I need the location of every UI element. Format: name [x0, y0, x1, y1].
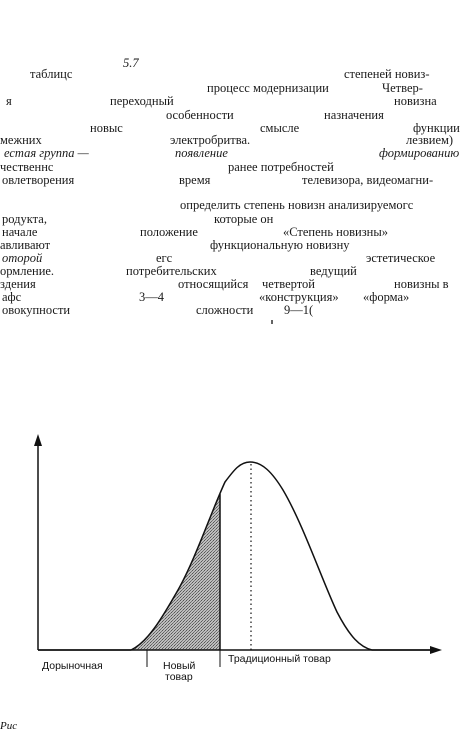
text-fragment: назначения	[324, 108, 384, 122]
text-fragment: ведущий	[310, 264, 357, 278]
text-fragment: электробритва.	[170, 133, 251, 147]
text-fragment: процесс модернизации	[207, 81, 329, 95]
text-fragment: переходный	[110, 94, 174, 108]
text-fragment: афс	[2, 290, 22, 304]
text-fragment: 3—4	[139, 290, 164, 304]
figure-caption: Рис	[0, 720, 18, 732]
text-fragment: родукта,	[2, 212, 47, 226]
text-fragment: особенности	[166, 108, 234, 122]
text-fragment: относящийся	[178, 277, 249, 291]
text-fragment: межних	[0, 133, 42, 147]
text-fragment: смысле	[260, 121, 300, 135]
text-fragment: положение	[140, 225, 198, 239]
text-fragment: появление	[175, 146, 228, 160]
text-fragment: определить степень новизн анализируемогс	[180, 198, 414, 212]
label-new-product-line1: Новый	[163, 660, 196, 672]
text-fragment: функции	[413, 121, 460, 135]
text-fragment: «Степень новизны»	[283, 225, 388, 239]
text-fragment: эстетическое	[366, 251, 436, 265]
text-fragment: телевизора, видеомагни-	[302, 173, 434, 187]
text-fragment: естая группа —	[4, 146, 89, 160]
text-fragment: ранее потребностей	[228, 160, 334, 174]
text-fragment: новизны в	[394, 277, 449, 291]
label-traditional-product: Традиционный товар	[228, 653, 331, 665]
text-fragment: функциональную новизну	[210, 238, 350, 252]
text-fragment: я	[6, 94, 12, 108]
text-fragment: время	[179, 173, 211, 187]
page-number: 5.7	[123, 56, 139, 70]
text-fragment: Четвер-	[382, 81, 423, 95]
text-fragment: оторой	[2, 251, 43, 265]
text-fragment: формированию	[379, 146, 460, 160]
text-fragment: которые он	[214, 212, 274, 226]
text-fragment: авливают	[0, 238, 51, 252]
label-pre-market: Дорыночная	[42, 660, 103, 672]
text-fragment: степеней новиз-	[344, 67, 430, 81]
new-product-shaded-area	[131, 494, 220, 650]
label-new-product-line2: товар	[165, 671, 193, 683]
text-fragment: «форма»	[363, 290, 410, 304]
text-fragment: таблицс	[30, 67, 73, 81]
text-fragment: лезвием)	[406, 133, 454, 147]
text-fragment: четвертой	[262, 277, 315, 291]
text-fragment: овлетворения	[2, 173, 75, 187]
text-fragment: здения	[0, 277, 36, 291]
text-fragment: «конструкция»	[259, 290, 339, 304]
y-axis-arrow-icon	[34, 434, 42, 446]
text-fragment: ормление.	[0, 264, 55, 278]
text-fragment: чественнс	[0, 160, 54, 174]
novelty-curve	[38, 462, 432, 650]
text-fragment: начале	[2, 225, 38, 239]
text-fragment: новыс	[90, 121, 123, 135]
text-fragment: потребительских	[126, 264, 217, 278]
text-fragment: новизна	[394, 94, 437, 108]
text-fragment: 9—1(	[284, 303, 314, 317]
text-fragment: овокупности	[2, 303, 71, 317]
text-fragment: егс	[156, 251, 173, 265]
text-fragment: сложности	[196, 303, 254, 317]
